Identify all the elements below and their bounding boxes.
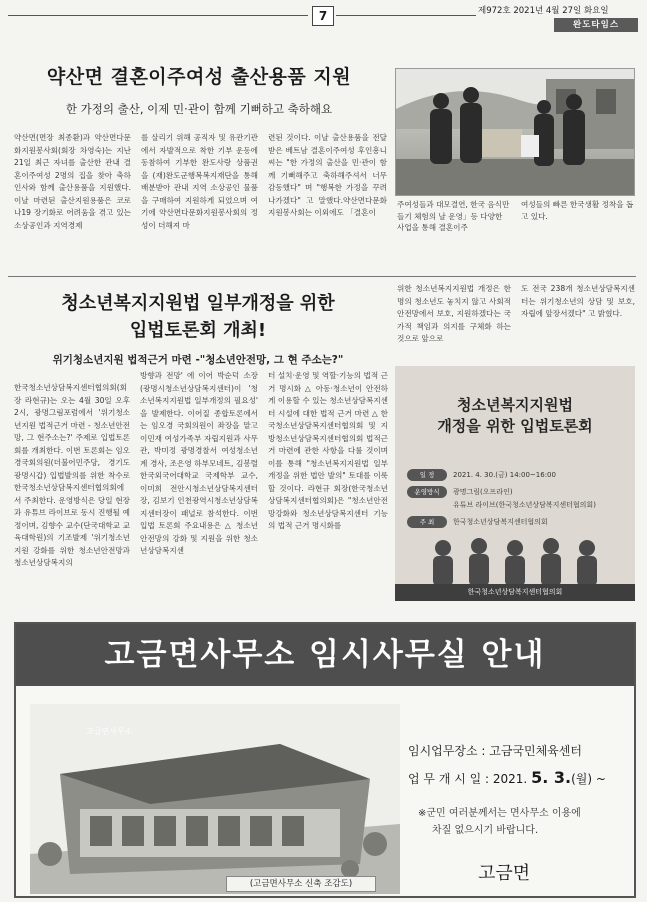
poster-youth-illustration [425,536,605,586]
poster-title-line2: 개정을 위한 입법토론회 [437,417,593,435]
article2-col2: 방향과 전망' 에 이어 박순덕 소장(광명시청소년상담복지센터)이 '청소년복지지원법 일부개정의 필요성' 을 발제한다. 이어질 종합토론에서는 임오경 국회의원이 좌장을 맡고 이민재 여성가족부 자립지원과 사무관, 박미정 광명경찰서 여성청소년계 경사, 조은영 하부모네트, 김봉렬 한국외국어대학교 국제학부 교수, 이미희 전안시청소년상담복지센터장, 김보기 인천광역시청소년상담복지센터장이 패널로 참석한다. 이번 입법 토론회 주요내용은 △ 청소년안전망의 강화 및 지원을 위한 청소년상담복지센 [140,371,258,555]
poster-title-line1: 청소년복지지원법 [457,396,573,414]
notice-location: 임시업무장소 : 고금국민체육센터 [408,744,582,758]
notice-start-suffix: (월) ~ [571,772,606,786]
poster-value-host: 한국청소년상담복지센터협의회 [453,518,548,526]
notice-start-date: 5. 3. [531,768,572,787]
article2-title-line2: 입법토론회 개최! [129,320,267,341]
article2-col5: 도 전국 238개 청소년상담복지센터는 위기청소년의 상담 및 보호, 자립에 앞장서겠다" 고 밝혔다. [521,284,635,318]
photo-scene [396,69,635,196]
notice-note-line2: 차질 없으시기 바랍니다. [432,825,539,836]
forum-poster [395,366,635,601]
poster-row-host [407,516,548,529]
issue-info: 제972호 2021년 4월 27일 화요일 [478,6,609,16]
notice-box [14,622,636,898]
notice-start-prefix: 업 무 개 시 일 : 2021. [408,772,532,786]
section-divider-1 [8,276,636,277]
page-number: 7 [312,6,334,26]
article1-col3: 련된 것이다. 이날 출산용품을 전달받은 베트남 결혼이주여성 후인흥니씨는 "한 가정의 출산을 민·관이 함께 기뻐해주고 축하해주셔서 너무 감동했다" 며 "행복한 가정을 꾸려나가겠다" 고 말했다.약산면다문화지원봉사회는 이외에도 「결혼이 [268,133,387,217]
poster-row-method [407,486,513,499]
article2-col1: 한국청소년상담복지센터협의회(회장 라현규)는 오는 4월 30일 오후 2시, 광명그림포럼에서 '위기청소년지원 법적근거 마련 - 청소년안전망, 그 현주소는?' 주제로 입법토론회를 개최한다. 이번 토론회는 임오경국회의원(더불어민주당, 경기도 광명시갑) 입법발의를 위한 착수로 한국청소년상담복지센터협의회에서 주최한다. 운영방식은 당일 현장과 유튜브 라이브로 동시 진행될 예정이며, 김향수 교수(단국대학교 교육대학원)의 기조발제 '위기청소년지원 강화를 위한 청소년안전망과 청소년상담복지의 [14,383,130,567]
notice-signature: 고금면 [478,863,531,884]
article1-title: 약산면 결혼이주여성 출산용품 지원 [46,66,352,88]
photo-caption-1: 주여성들과 대모결연, 한국 음식만들기 체험의 날 운영」등 다양한 사업을 통해 결혼이주 [397,200,510,232]
masthead: 완도타임스 [554,18,638,32]
article1-photo [395,68,635,196]
poster-row-method2 [453,500,596,513]
poster-tag-method: 운영방식 [407,486,447,498]
notice-start [408,768,606,787]
article2-subtitle: 위기청소년지원 법적근거 마련 -"청소년안전망, 그 현 주소는?" [52,354,344,366]
article1-subtitle: 한 가정의 출산, 이제 민·관이 함께 기뻐하고 축하해요 [65,102,333,116]
article1-col2: 를 살리기 위해 공직자 및 유관기관에서 자발적으로 착한 기부 운동에 동참하여 기부한 완도사랑 상품권을 (재)완도군행복복지재단을 통해 배분받아 관내 지역 소상공인 물품을 구매하여 지원하게 되었으며 여기에 약산면다문화지원봉사회의 정성이 더해져 마 [141,133,258,230]
building-caption: (고금면사무소 신축 조감도) [226,876,376,892]
photo-caption-2: 여성들의 빠른 한국생활 정착을 돕고 있다. [521,200,634,221]
notice-note-line1: ※군민 여러분께서는 면사무소 이용에 [418,808,581,819]
header-rule-right [336,15,476,16]
header-rule-left [8,15,308,16]
poster-value-method2: 유튜브 라이브(한국청소년상담복지센터협의회) [453,501,596,509]
article2-col4: 위한 청소년복지지원법 개정은 한 명의 청소년도 놓치지 않고 사회적 안전망에서 보호, 지원하겠다는 국가적 책임과 의지를 구체화 하는 것으로 앞으로 [397,284,511,343]
article2-title-line1: 청소년복지지원법 일부개정을 위한 [61,293,335,314]
article2-col3: 터 설치·운영 및 역할·기능의 법적 근거 명시화 △ 아동·청소년이 안전하게 이용할 수 있는 청소년상담복지센터 시설에 대한 법적 근거 마련 △ 한국청소년상담복지센터협의회 및 지방청소년상담복지센터협의회 법적근거 마련에 관한 사항을 다룰 것이며 이를 통해 "청소년복지지원법 일부개정을 위한 법안 발의" 토대를 이룩할 것이다. 라현규 회장(한국청소년상담복지센터협의회)은 "청소년안전망강화와 청소년상담복지센터 기능의 법적 근거 명시화를 [268,371,388,530]
poster-value-date: 2021. 4. 30.(금) 14:00~16:00 [453,471,556,479]
poster-footer: 한국청소년상담복지센터협의회 [395,584,635,601]
poster-tag-date: 일 정 [407,469,447,481]
notice-title: 고금면사무소 임시사무실 안내 [16,624,634,686]
article1-col1: 약산면(면장 최종환)과 약산면다문화지원봉사회(회장 차영숙)는 지난 21일 최근 자녀를 출산한 관내 결혼이주여성 2명의 집을 찾아 축하 인사와 함께 출산용품을 지원했다.이날 마련된 출산지원용품은 코로나19 장기화로 어려움을 겪고 있는 소상공인과 지역경제 [14,133,131,230]
poster-row-date [407,469,556,482]
poster-value-method: 광명그림(오프라인) [453,488,513,496]
building-sign: 고금면사무소 [86,727,133,736]
poster-tag-host: 주 최 [407,516,447,528]
